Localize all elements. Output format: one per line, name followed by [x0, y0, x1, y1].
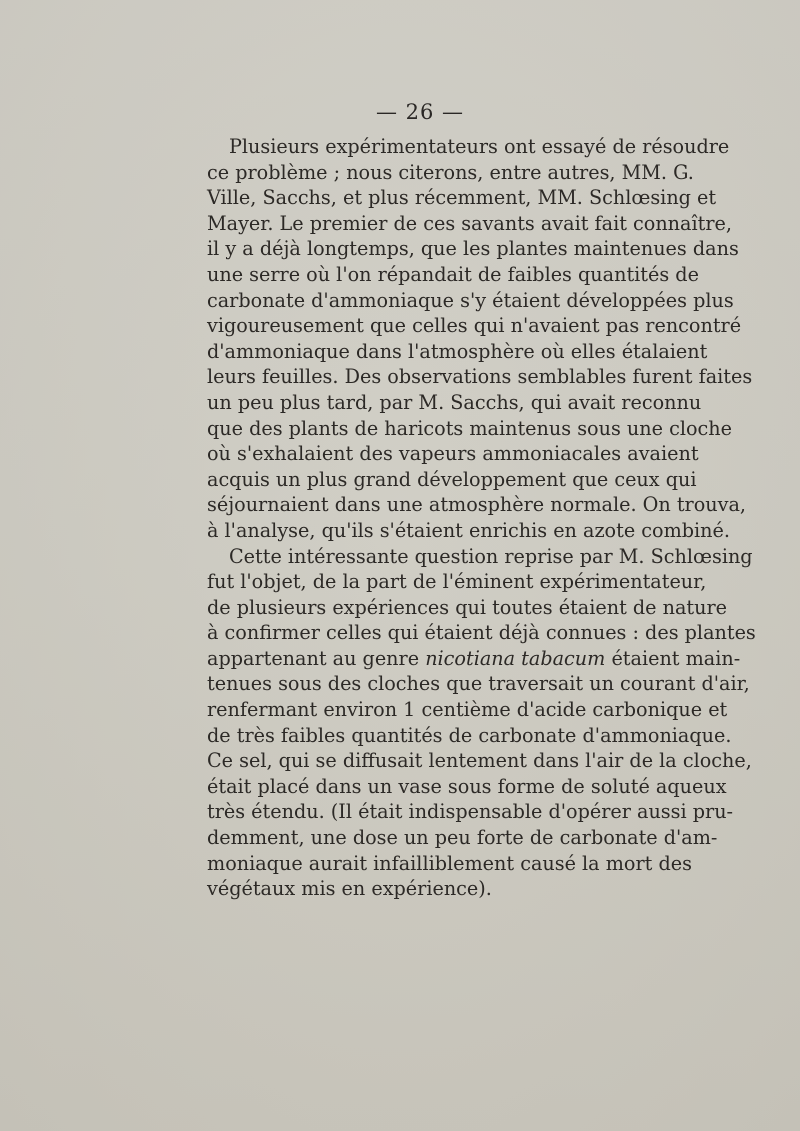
text-line-mixed	[207, 646, 741, 672]
paragraph-1	[207, 134, 753, 544]
text-line: Cette intéressante question reprise par M. Schlœsing	[229, 544, 753, 568]
text-line: tenues sous des cloches que traversait un courant d'air,	[207, 672, 750, 696]
text-line: leurs feuilles. Des observations semblables furent faites	[207, 365, 753, 389]
body-text	[207, 134, 756, 902]
text-line: très étendu. (Il était indispensable d'opérer aussi pru-	[207, 800, 734, 824]
text-line: il y a déjà longtemps, que les plantes maintenues dans	[207, 237, 739, 261]
text-line: de plusieurs expériences qui toutes étaient de nature	[207, 595, 728, 619]
text-line: séjournaient dans une atmosphère normale. On trouva,	[207, 493, 747, 517]
text-line: Plusieurs expérimentateurs ont essayé de résoudre	[229, 135, 730, 158]
text-segment: étaient main-	[611, 646, 741, 670]
text-line: moniaque aurait infailliblement causé la mort des	[207, 851, 692, 875]
text-segment: appartenant au genre	[207, 646, 420, 670]
text-line: carbonate d'ammoniaque s'y étaient développées plus	[207, 288, 734, 312]
text-line: à confirmer celles qui étaient déjà connues : des plantes	[207, 621, 756, 645]
text-line: où s'exhalaient des vapeurs ammoniacales avaient	[207, 442, 699, 466]
italic-term: nicotiana tabacum	[425, 646, 606, 670]
text-line: une serre où l'on répandait de faibles quantités de	[207, 262, 699, 286]
text-line: Mayer. Le premier de ces savants avait fait connaître,	[207, 211, 732, 235]
text-line: d'ammoniaque dans l'atmosphère où elles étalaient	[207, 339, 708, 363]
page-number: — 26 —	[375, 100, 465, 124]
text-line: Ce sel, qui se diffusait lentement dans l'air de la cloche,	[207, 749, 752, 773]
text-line: demment, une dose un peu forte de carbonate d'am-	[207, 826, 718, 850]
text-line: à l'analyse, qu'ils s'étaient enrichis en azote combiné.	[207, 518, 730, 542]
text-line: acquis un plus grand développement que ceux qui	[207, 467, 697, 491]
text-line: était placé dans un vase sous forme de soluté aqueux	[207, 774, 727, 798]
text-line: un peu plus tard, par M. Sacchs, qui avait reconnu	[207, 390, 702, 414]
text-line: renfermant environ 1 centième d'acide carbonique et	[207, 698, 728, 722]
text-line: ce problème ; nous citerons, entre autres, MM. G.	[207, 160, 694, 184]
text-line: vigoureusement que celles qui n'avaient pas rencontré	[207, 314, 742, 338]
text-line: végétaux mis en expérience).	[207, 877, 492, 901]
text-line: que des plants de haricots maintenus sous une cloche	[207, 416, 732, 440]
text-line: fut l'objet, de la part de l'éminent expérimentateur,	[207, 570, 707, 594]
text-line: Ville, Sacchs, et plus récemment, MM. Schlœsing et	[207, 186, 717, 210]
text-line: de très faibles quantités de carbonate d'ammoniaque.	[207, 723, 732, 747]
paragraph-2	[207, 544, 756, 902]
